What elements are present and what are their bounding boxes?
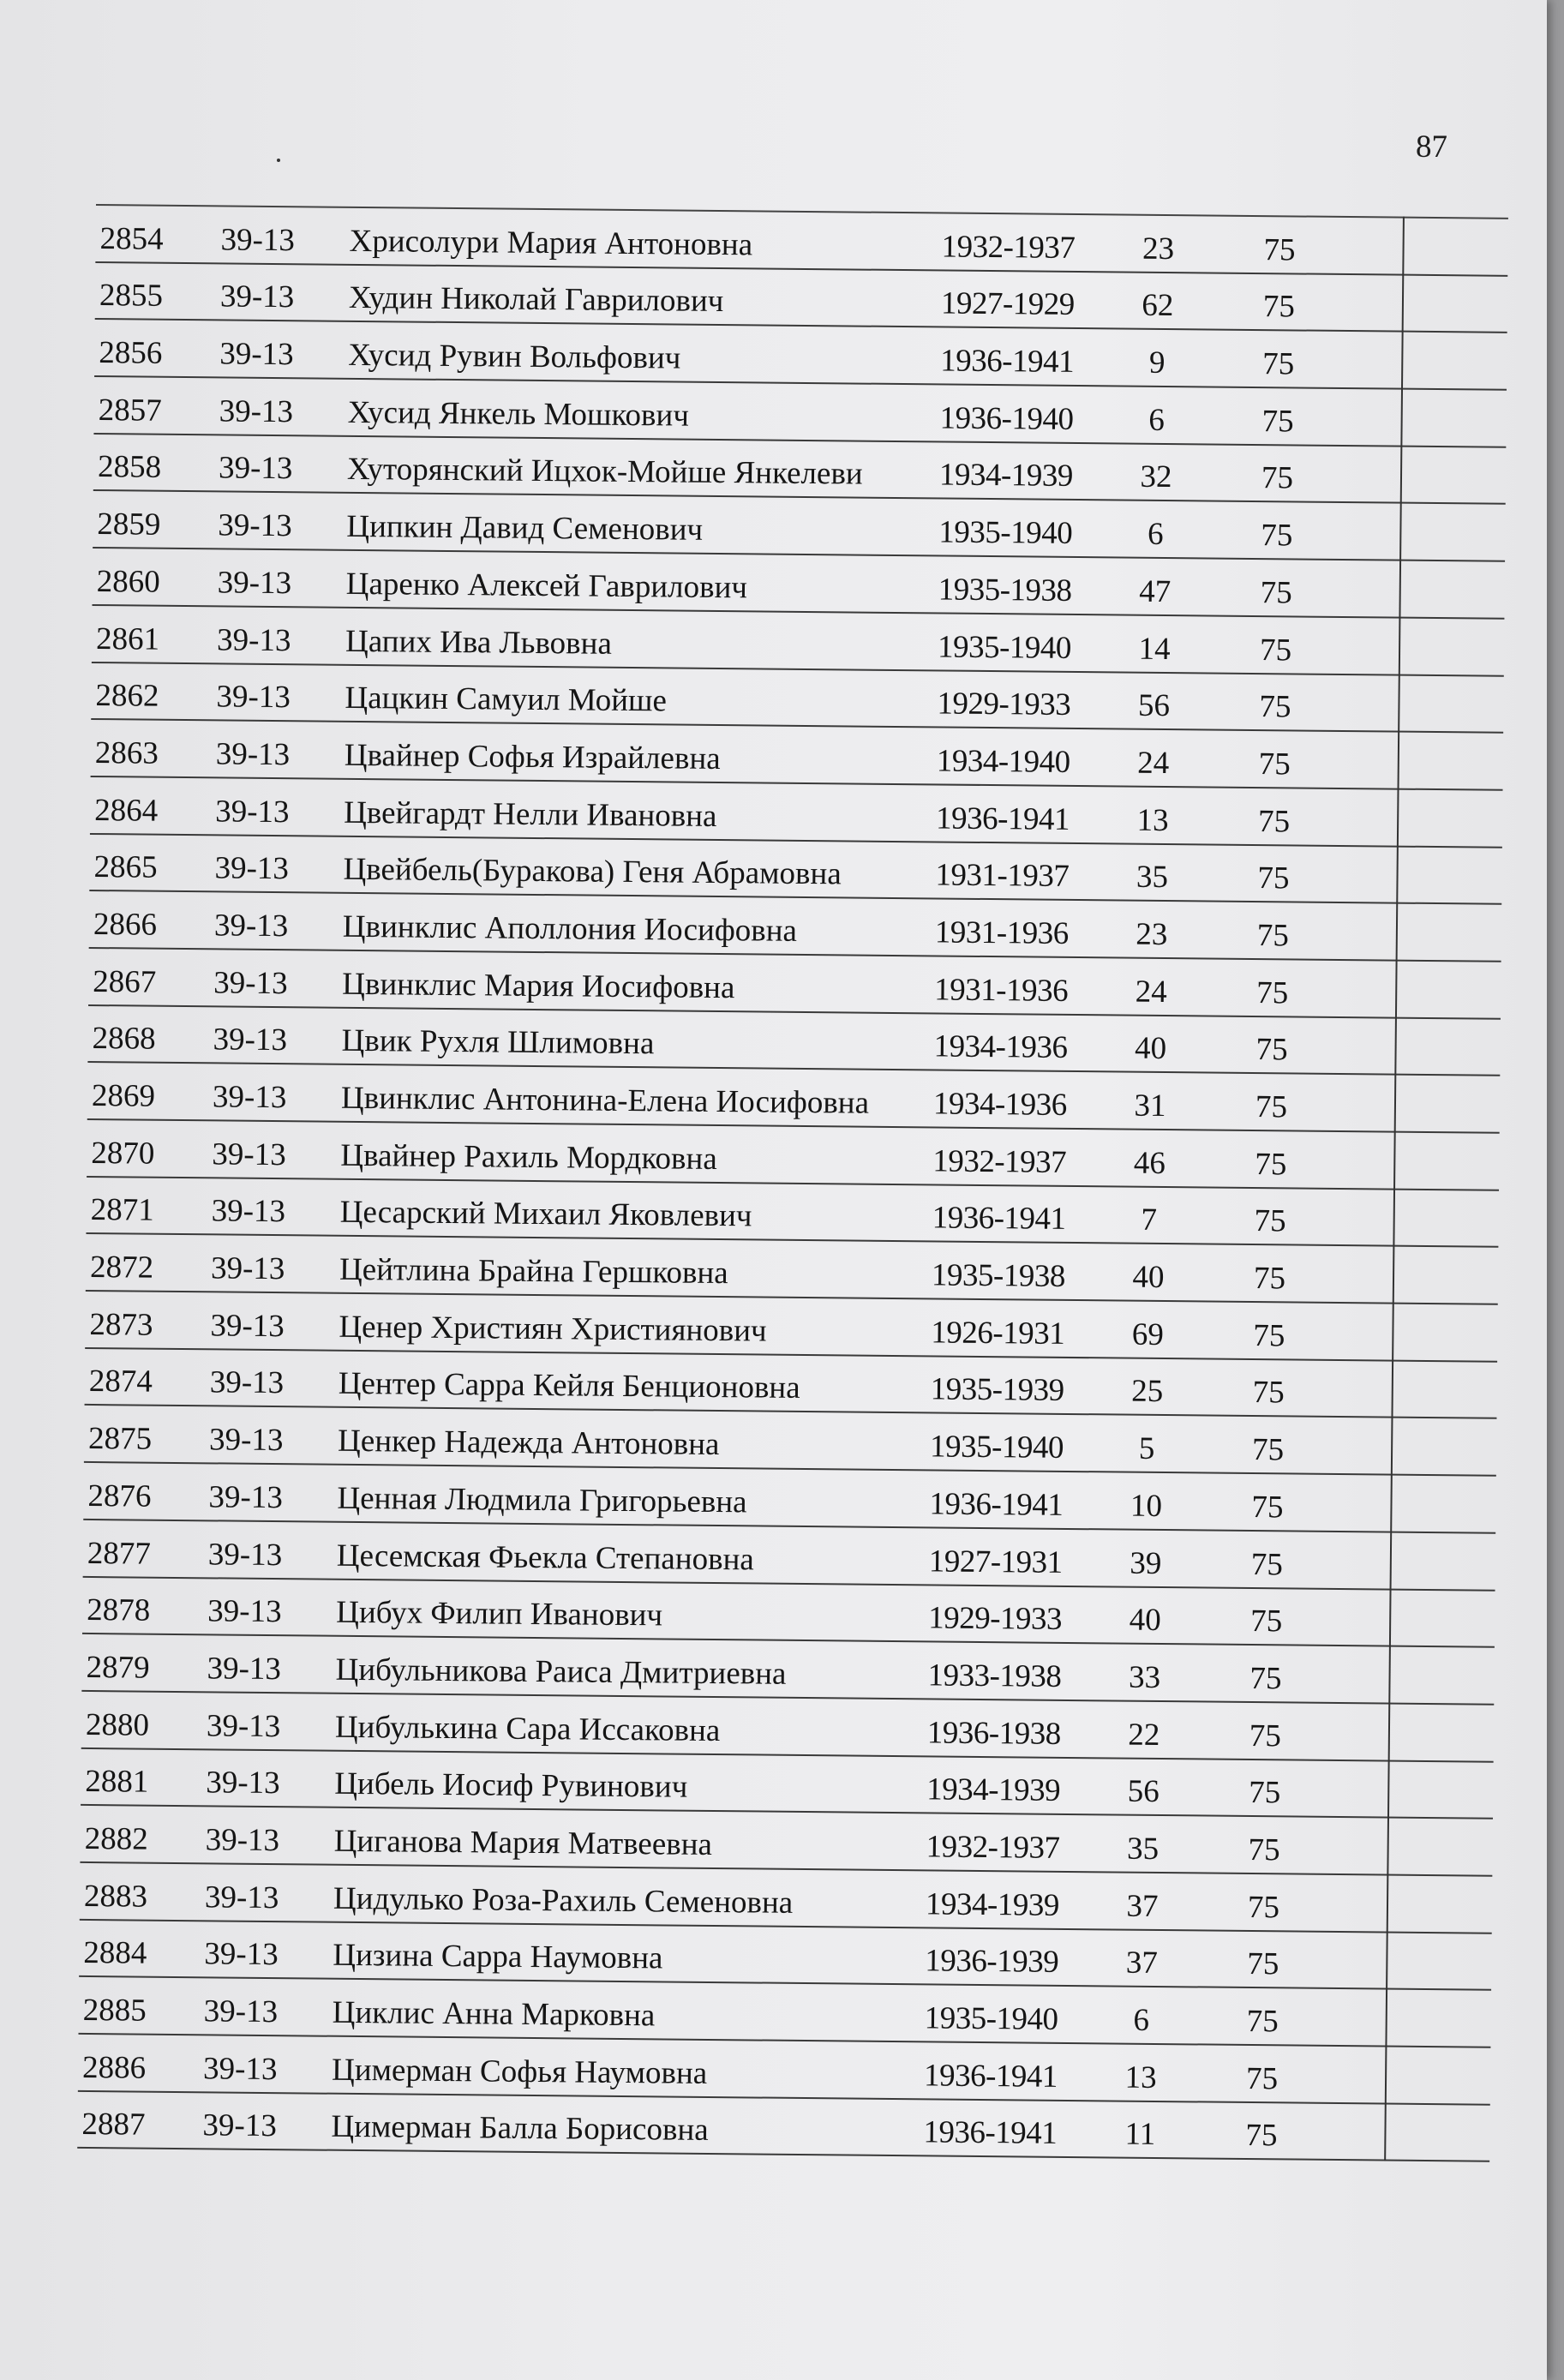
fund-code: 39-13: [211, 1193, 286, 1230]
fund-code: 39-13: [216, 679, 291, 716]
fund-code: 39-13: [212, 1136, 286, 1172]
years-range: 1931-1936: [934, 914, 1069, 951]
storage-term: 75: [1249, 1718, 1282, 1754]
person-name: Цвик Рухля Шлимовна: [341, 1023, 655, 1062]
fund-code: 39-13: [202, 2050, 278, 2087]
fund-code: 39-13: [213, 1022, 288, 1058]
storage-term: 75: [1261, 518, 1293, 554]
fund-code: 39-13: [213, 908, 289, 944]
record-number: 2869: [91, 1078, 156, 1114]
record-number: 2866: [93, 906, 158, 943]
register-table: [77, 204, 1508, 2162]
sheet-count: 56: [1127, 1773, 1160, 1810]
record-number: 2854: [99, 220, 164, 257]
storage-term: 75: [1252, 1375, 1285, 1411]
record-number: 2874: [88, 1364, 153, 1400]
sheet-count: 6: [1147, 516, 1164, 553]
table-body: [77, 206, 1508, 2162]
years-range: 1936-1941: [929, 1486, 1064, 1523]
person-name: Цвейбель(Буракова) Геня Абрамовна: [343, 852, 842, 892]
person-name: Цвинклис Мария Иосифовна: [342, 966, 735, 1005]
sheet-count: 6: [1133, 2002, 1150, 2038]
sheet-count: 37: [1126, 1888, 1159, 1924]
record-number: 2862: [95, 678, 159, 714]
storage-term: 75: [1253, 1317, 1285, 1354]
storage-term: 75: [1255, 1032, 1288, 1068]
record-number: 2879: [86, 1649, 150, 1686]
person-name: Цесемская Фьекла Степановна: [336, 1538, 755, 1577]
sheet-count: 11: [1124, 2117, 1156, 2153]
record-number: 2860: [96, 563, 160, 600]
person-name: Цимерман Софья Наумовна: [331, 2052, 708, 2091]
sheet-count: 24: [1137, 745, 1170, 781]
storage-term: 75: [1251, 1432, 1285, 1468]
fund-code: 39-13: [205, 1822, 280, 1859]
sheet-count: 46: [1133, 1145, 1166, 1181]
record-number: 2871: [90, 1192, 154, 1229]
record-number: 2883: [83, 1878, 148, 1915]
storage-term: 75: [1261, 403, 1294, 440]
years-range: 1936-1941: [932, 1200, 1066, 1238]
fund-code: 39-13: [207, 1651, 282, 1688]
storage-term: 75: [1246, 2003, 1279, 2040]
storage-term: 75: [1253, 1261, 1286, 1297]
person-name: Царенко Алексей Гаврилович: [345, 566, 748, 606]
record-number: 2886: [81, 2049, 147, 2086]
person-name: Цацкин Самуил Мойше: [345, 680, 668, 719]
person-name: Циганова Мария Матвеевна: [333, 1823, 713, 1862]
storage-term: 75: [1248, 1831, 1280, 1868]
storage-term: 75: [1260, 574, 1292, 611]
years-range: 1934-1939: [938, 457, 1074, 495]
person-name: Цейтлина Брайна Гершковна: [339, 1251, 728, 1292]
years-range: 1934-1939: [925, 1886, 1060, 1923]
years-range: 1934-1936: [932, 1086, 1067, 1123]
years-range: 1935-1939: [930, 1371, 1064, 1409]
fund-code: 39-13: [207, 1536, 283, 1573]
person-name: Цидулько Роза-Рахиль Семеновна: [333, 1880, 794, 1921]
record-number: 2878: [87, 1592, 151, 1628]
sheet-count: 25: [1131, 1374, 1164, 1410]
sheet-count: 23: [1136, 916, 1168, 952]
sheet-count: 56: [1137, 687, 1171, 724]
record-number: 2880: [85, 1706, 150, 1743]
record-number: 2858: [97, 449, 162, 486]
person-name: Ценкер Надежда Антоновна: [337, 1423, 720, 1463]
years-range: 1935-1938: [938, 572, 1072, 608]
person-name: Цибулькина Сара Иссаковна: [334, 1709, 721, 1748]
sheet-count: 31: [1134, 1088, 1166, 1124]
fund-code: 39-13: [209, 1364, 285, 1401]
years-range: 1929-1933: [937, 686, 1071, 723]
fund-code: 39-13: [204, 1879, 279, 1915]
person-name: Хусид Рувин Вольфович: [348, 337, 681, 376]
person-name: Хуторянский Ицхок-Мойше Янкелеви: [346, 452, 863, 493]
fund-code: 39-13: [213, 964, 288, 1001]
person-name: Цвинклис Аполлония Иосифовна: [342, 908, 798, 949]
fund-code: 39-13: [206, 1765, 280, 1801]
person-name: Ценная Людмила Григорьевна: [337, 1480, 747, 1520]
years-range: 1935-1940: [929, 1429, 1064, 1466]
years-range: 1935-1940: [937, 628, 1072, 666]
fund-code: 39-13: [218, 450, 293, 487]
storage-term: 75: [1262, 289, 1296, 325]
sheet-count: 6: [1148, 402, 1166, 438]
fund-code: 39-13: [215, 736, 291, 773]
years-range: 1931-1936: [934, 972, 1069, 1009]
sheet-count: 32: [1140, 459, 1172, 495]
storage-term: 75: [1261, 460, 1294, 496]
years-range: 1936-1941: [923, 2058, 1058, 2095]
person-name: Хусид Янкель Мошкович: [347, 394, 690, 434]
sheet-count: 35: [1126, 1831, 1160, 1867]
record-number: 2872: [89, 1250, 154, 1286]
storage-term: 75: [1245, 2118, 1278, 2154]
fund-code: 39-13: [203, 1993, 279, 2030]
sheet-count: 39: [1130, 1545, 1162, 1581]
storage-term: 75: [1249, 1775, 1281, 1811]
person-name: Худин Николай Гаврилович: [348, 280, 724, 320]
sheet-count: 23: [1142, 231, 1175, 267]
person-name: Цизина Сарра Наумовна: [333, 1938, 663, 1976]
storage-term: 75: [1251, 1489, 1284, 1526]
ink-dot: [277, 159, 280, 162]
storage-term: 75: [1255, 1089, 1288, 1125]
person-name: Цвайнер Рахиль Мордковна: [340, 1137, 717, 1177]
record-number: 2870: [91, 1135, 155, 1172]
years-range: 1934-1936: [933, 1028, 1068, 1066]
fund-code: 39-13: [206, 1707, 281, 1744]
fund-code: 39-13: [208, 1422, 284, 1459]
person-name: Цапих Ива Львовна: [345, 623, 613, 662]
years-range: 1935-1938: [931, 1257, 1066, 1294]
person-name: Ципкин Давид Семенович: [346, 508, 704, 548]
record-number: 2873: [89, 1306, 153, 1343]
page-number: 87: [1416, 129, 1447, 165]
person-name: Цибульникова Раиса Дмитриевна: [335, 1652, 787, 1692]
storage-term: 75: [1259, 632, 1292, 668]
years-range: 1935-1940: [924, 2000, 1058, 2037]
years-range: 1926-1931: [931, 1315, 1065, 1352]
record-number: 2856: [99, 335, 163, 371]
record-number: 2859: [97, 507, 161, 543]
record-number: 2857: [98, 392, 162, 429]
sheet-count: 40: [1132, 1259, 1165, 1296]
fund-code: 39-13: [208, 1479, 284, 1515]
fund-code: 39-13: [219, 279, 295, 315]
person-name: Центер Сарра Кейля Бенционовна: [338, 1366, 800, 1406]
years-range: 1936-1941: [935, 800, 1070, 837]
fund-code: 39-13: [219, 336, 294, 373]
years-range: 1929-1933: [928, 1600, 1063, 1638]
storage-term: 75: [1256, 974, 1289, 1011]
years-range: 1933-1938: [927, 1658, 1062, 1694]
sheet-count: 37: [1125, 1945, 1159, 1981]
record-number: 2885: [82, 1992, 147, 2029]
storage-term: 75: [1257, 803, 1291, 839]
record-number: 2876: [87, 1478, 152, 1514]
fund-code: 39-13: [214, 850, 290, 887]
person-name: Цвинклис Антонина-Елена Иосифовна: [340, 1080, 870, 1121]
storage-term: 75: [1249, 1604, 1283, 1640]
storage-term: 75: [1256, 917, 1290, 954]
fund-code: 39-13: [217, 565, 292, 602]
record-number: 2867: [93, 963, 157, 1000]
fund-code: 39-13: [219, 393, 294, 429]
record-number: 2868: [92, 1021, 156, 1058]
record-number: 2864: [94, 792, 159, 829]
record-number: 2863: [94, 734, 159, 771]
storage-term: 75: [1258, 746, 1291, 782]
storage-term: 75: [1247, 1946, 1279, 1982]
storage-term: 75: [1250, 1546, 1284, 1582]
person-name: Цибух Филип Иванович: [336, 1594, 663, 1634]
storage-term: 75: [1249, 1660, 1282, 1697]
fund-code: 39-13: [215, 793, 290, 830]
sheet-count: 22: [1128, 1717, 1160, 1753]
storage-term: 75: [1263, 231, 1296, 268]
years-range: 1934-1939: [926, 1772, 1061, 1809]
sheet-count: 5: [1138, 1430, 1155, 1467]
years-range: 1927-1929: [940, 285, 1075, 323]
record-number: 2877: [87, 1535, 152, 1572]
years-range: 1932-1937: [941, 229, 1076, 266]
years-range: 1936-1938: [926, 1714, 1061, 1752]
storage-term: 75: [1255, 1146, 1287, 1183]
fund-code: 39-13: [216, 621, 291, 658]
storage-term: 75: [1254, 1203, 1286, 1239]
storage-term: 75: [1247, 1889, 1280, 1925]
fund-code: 39-13: [204, 1936, 279, 1973]
fund-code: 39-13: [212, 1079, 287, 1116]
record-number: 2884: [83, 1935, 147, 1971]
sheet-count: 7: [1141, 1202, 1158, 1238]
sheet-count: 69: [1131, 1316, 1165, 1352]
sheet-count: 40: [1129, 1602, 1161, 1639]
fund-code: 39-13: [210, 1250, 285, 1287]
sheet-count: 13: [1136, 802, 1169, 838]
sheet-count: 13: [1124, 2059, 1157, 2095]
years-range: 1934-1940: [936, 743, 1070, 780]
sheet-count: 14: [1138, 631, 1171, 667]
sheet-count: 62: [1142, 288, 1174, 324]
years-range: 1936-1941: [940, 343, 1075, 381]
record-number: 2855: [99, 278, 164, 315]
storage-term: 75: [1262, 346, 1295, 382]
storage-term: 75: [1259, 689, 1291, 725]
sheet-count: 35: [1136, 859, 1169, 896]
person-name: Ценер Християн Християнович: [339, 1309, 767, 1349]
years-range: 1932-1937: [932, 1143, 1067, 1180]
person-name: Цесарский Михаил Яковлевич: [339, 1195, 752, 1234]
record-number: 2875: [87, 1421, 153, 1457]
person-name: Хрисолури Мария Антоновна: [349, 223, 753, 263]
storage-term: 75: [1245, 2060, 1279, 2097]
fund-code: 39-13: [202, 2107, 278, 2144]
sheet-count: 47: [1139, 573, 1172, 609]
person-name: Цибель Иосиф Рувинович: [334, 1766, 688, 1805]
years-range: 1935-1940: [938, 514, 1073, 552]
record-number: 2882: [84, 1820, 148, 1857]
years-range: 1932-1937: [926, 1829, 1060, 1866]
years-range: 1936-1939: [925, 1943, 1059, 1981]
record-number: 2865: [93, 849, 158, 885]
record-number: 2861: [95, 620, 160, 657]
person-name: Цвайнер Софья Израйлевна: [344, 737, 721, 776]
years-range: 1936-1940: [939, 400, 1074, 437]
person-name: Циклис Анна Марковна: [332, 1994, 656, 2034]
record-number: 2887: [81, 2107, 146, 2143]
years-range: 1927-1931: [928, 1543, 1063, 1580]
sheet-count: 24: [1135, 974, 1167, 1010]
sheet-count: 10: [1130, 1488, 1163, 1524]
fund-code: 39-13: [218, 507, 292, 544]
record-number: 2881: [85, 1764, 149, 1800]
sheet-count: 9: [1148, 345, 1166, 381]
fund-code: 39-13: [207, 1593, 282, 1630]
years-range: 1936-1941: [923, 2114, 1058, 2152]
years-range: 1931-1937: [935, 857, 1070, 895]
storage-term: 75: [1257, 860, 1290, 896]
person-name: Цимерман Балла Борисовна: [331, 2109, 709, 2149]
fund-code: 39-13: [220, 222, 296, 258]
sheet-count: 40: [1134, 1030, 1167, 1067]
sheet-count: 33: [1128, 1659, 1161, 1695]
fund-code: 39-13: [210, 1308, 285, 1344]
person-name: Цвейгардт Нелли Ивановна: [344, 794, 717, 834]
